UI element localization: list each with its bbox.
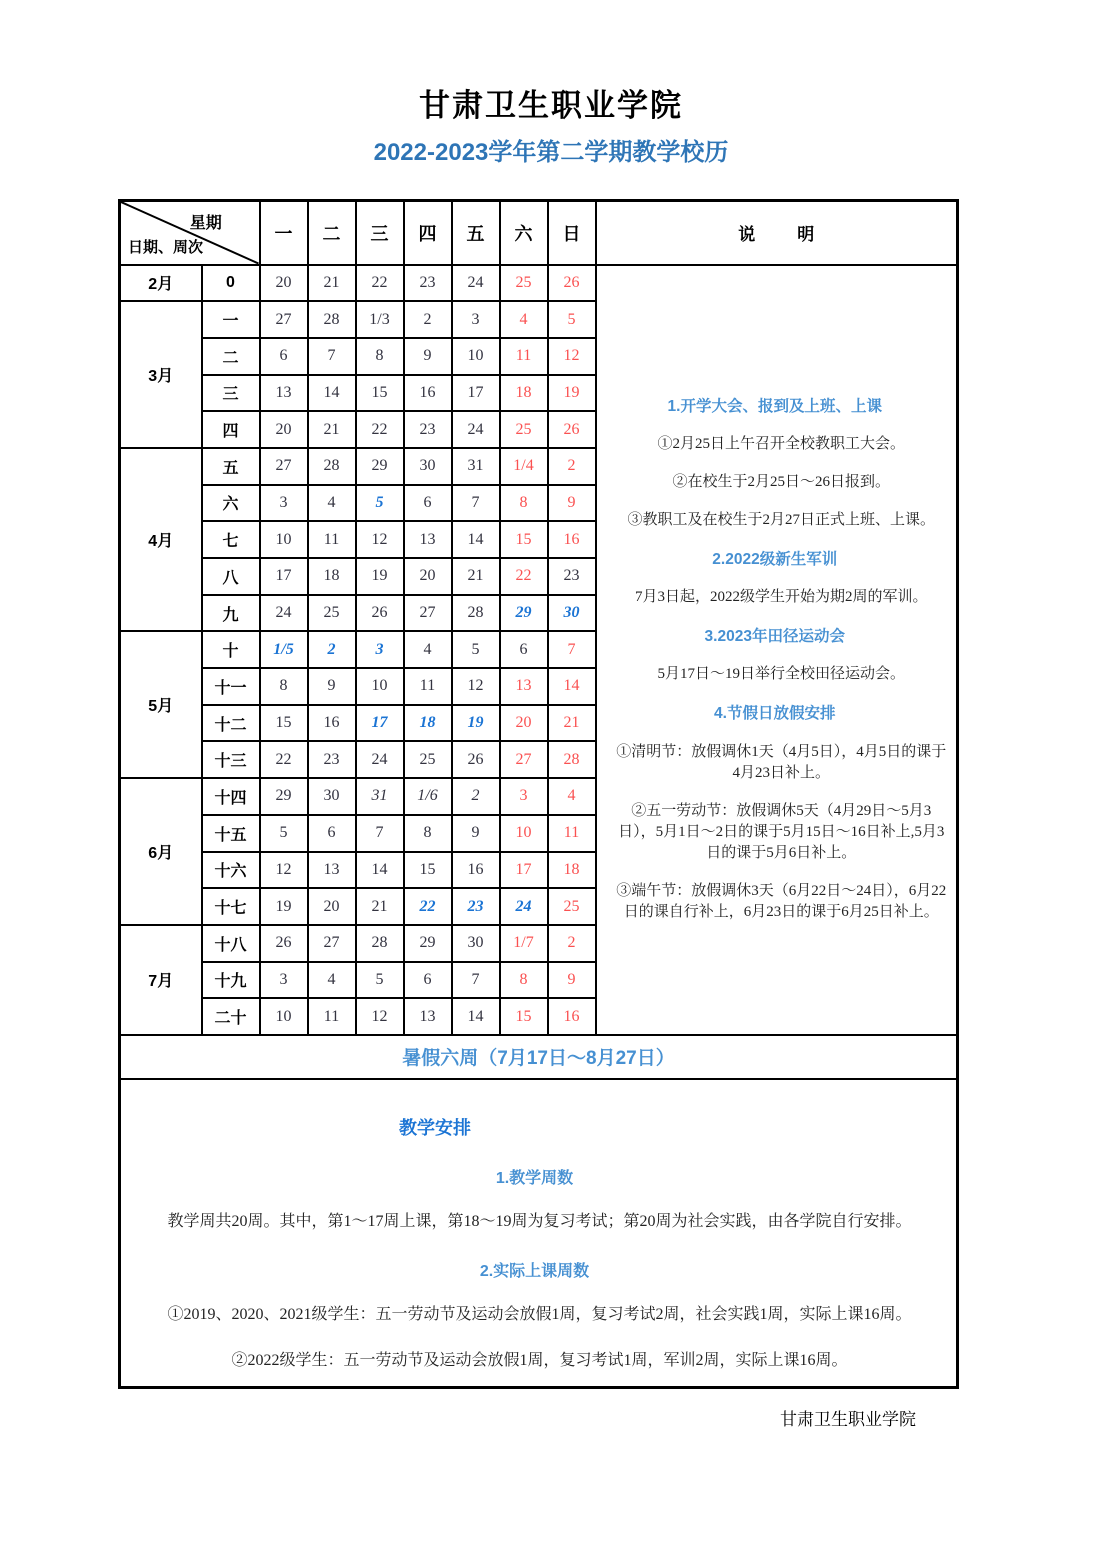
date-cell: 20 [260, 265, 308, 302]
date-cell: 20 [260, 411, 308, 448]
note-item: ③教职工及在校生于2月27日正式上班、上课。 [627, 512, 935, 529]
date-cell: 29 [404, 925, 452, 962]
date-cell: 17 [500, 852, 548, 889]
date-cell: 28 [308, 448, 356, 485]
date-cell: 13 [404, 998, 452, 1035]
date-cell: 5 [260, 815, 308, 852]
day-header-sun: 日 [548, 201, 596, 265]
date-cell: 15 [500, 998, 548, 1035]
date-cell: 20 [308, 888, 356, 925]
day-header-mon: 一 [260, 201, 308, 265]
date-cell: 27 [500, 741, 548, 778]
date-cell: 25 [404, 741, 452, 778]
date-cell: 2 [548, 448, 596, 485]
date-cell: 27 [308, 925, 356, 962]
date-cell: 19 [548, 375, 596, 412]
notes-header [596, 201, 958, 265]
date-cell: 8 [500, 485, 548, 522]
date-cell: 9 [452, 815, 500, 852]
date-cell: 13 [260, 375, 308, 412]
note-heading: 3.2023年田径运动会 [704, 628, 845, 646]
date-cell: 14 [548, 668, 596, 705]
date-cell: 12 [356, 998, 404, 1035]
note-item: ③端午节：放假调休3天（6月22日～24日），6月22日的课自行补上，6月23日的课于6月25日补上。 [616, 882, 947, 920]
calendar-row [120, 265, 958, 302]
date-cell: 6 [260, 338, 308, 375]
date-cell: 8 [404, 815, 452, 852]
date-cell: 18 [404, 705, 452, 742]
week-number-cell: 五 [202, 448, 260, 485]
week-number-cell: 二 [202, 338, 260, 375]
week-number-cell: 一 [202, 301, 260, 338]
date-cell: 22 [356, 265, 404, 302]
date-cell: 17 [452, 375, 500, 412]
date-cell: 3 [452, 301, 500, 338]
date-cell: 25 [308, 595, 356, 632]
date-cell: 14 [452, 521, 500, 558]
date-cell: 30 [308, 778, 356, 815]
date-cell: 4 [548, 778, 596, 815]
note-item: ①2月25日上午召开全校教职工大会。 [657, 436, 905, 453]
date-cell: 7 [308, 338, 356, 375]
date-cell: 8 [356, 338, 404, 375]
date-cell: 16 [548, 998, 596, 1035]
date-cell: 7 [548, 631, 596, 668]
note-item: 7月3日起，2022级学生开始为期2周的军训。 [634, 589, 928, 606]
date-cell: 21 [308, 411, 356, 448]
date-cell: 4 [308, 962, 356, 999]
week-number-cell: 九 [202, 595, 260, 632]
note-item: ①清明节：放假调休1天（4月5日），4月5日的课于4月23日补上。 [616, 743, 947, 781]
date-cell: 9 [404, 338, 452, 375]
corner-cell [120, 201, 260, 265]
date-cell: 10 [260, 521, 308, 558]
note-item: ②在校生于2月25日～26日报到。 [672, 474, 890, 491]
teaching-title: 教学安排 [399, 1118, 471, 1139]
corner-label-weekday: 星期 [189, 215, 222, 232]
week-number-cell: 十九 [202, 962, 260, 999]
date-cell: 15 [500, 521, 548, 558]
date-cell: 21 [452, 558, 500, 595]
date-cell: 25 [500, 265, 548, 302]
date-cell: 18 [308, 558, 356, 595]
date-cell: 20 [500, 705, 548, 742]
teaching-item: 教学周共20周。其中，第1～17周上课，第18～19周为复习考试；第20周为社会实践，由各学院自行安排。 [167, 1213, 912, 1231]
footer-signature: 甘肃卫生职业学院 [780, 1410, 916, 1430]
date-cell: 5 [356, 962, 404, 999]
date-cell: 13 [404, 521, 452, 558]
teaching-sections [123, 1165, 946, 1372]
date-cell: 10 [260, 998, 308, 1035]
teaching-box [120, 1079, 958, 1388]
week-number-cell: 七 [202, 521, 260, 558]
page-subtitle: 2022-2023学年第二学期教学校历 [373, 139, 729, 166]
date-cell: 18 [500, 375, 548, 412]
date-cell: 5 [356, 485, 404, 522]
date-cell: 16 [548, 521, 596, 558]
date-cell: 25 [500, 411, 548, 448]
day-header-wed: 三 [356, 201, 404, 265]
week-number-cell: 六 [202, 485, 260, 522]
week-number-cell: 十七 [202, 888, 260, 925]
date-cell: 5 [452, 631, 500, 668]
date-cell: 15 [356, 375, 404, 412]
date-cell: 21 [308, 265, 356, 302]
date-cell: 14 [308, 375, 356, 412]
date-cell: 12 [356, 521, 404, 558]
date-cell: 6 [404, 962, 452, 999]
week-number-cell: 十三 [202, 741, 260, 778]
date-cell: 22 [356, 411, 404, 448]
date-cell: 9 [308, 668, 356, 705]
date-cell: 1/7 [500, 925, 548, 962]
week-number-cell: 十一 [202, 668, 260, 705]
date-cell: 11 [308, 998, 356, 1035]
date-cell: 8 [500, 962, 548, 999]
date-cell: 5 [548, 301, 596, 338]
week-number-cell: 三 [202, 375, 260, 412]
date-cell: 13 [308, 852, 356, 889]
date-cell: 11 [308, 521, 356, 558]
date-cell: 1/6 [404, 778, 452, 815]
notes-header-char1: 说 [738, 225, 756, 245]
week-number-cell: 八 [202, 558, 260, 595]
date-cell: 3 [260, 962, 308, 999]
date-cell: 14 [452, 998, 500, 1035]
date-cell: 25 [548, 888, 596, 925]
date-cell: 26 [548, 265, 596, 302]
date-cell: 10 [356, 668, 404, 705]
date-cell: 26 [452, 741, 500, 778]
page-title: 甘肃卫生职业学院 [419, 88, 683, 123]
date-cell: 23 [548, 558, 596, 595]
date-cell: 21 [356, 888, 404, 925]
date-cell: 31 [452, 448, 500, 485]
month-cell: 2月 [120, 265, 202, 302]
date-cell: 23 [452, 888, 500, 925]
month-cell: 7月 [120, 925, 202, 1035]
date-cell: 6 [404, 485, 452, 522]
date-cell: 1/4 [500, 448, 548, 485]
date-cell: 17 [260, 558, 308, 595]
date-cell: 7 [452, 962, 500, 999]
month-cell: 5月 [120, 631, 202, 778]
date-cell: 24 [356, 741, 404, 778]
date-cell: 4 [500, 301, 548, 338]
date-cell: 28 [356, 925, 404, 962]
date-cell: 3 [260, 485, 308, 522]
notes-header-char2: 明 [797, 225, 815, 245]
date-cell: 22 [500, 558, 548, 595]
date-cell: 11 [404, 668, 452, 705]
week-number-cell: 十二 [202, 705, 260, 742]
date-cell: 21 [548, 705, 596, 742]
date-cell: 12 [452, 668, 500, 705]
date-cell: 11 [548, 815, 596, 852]
date-cell: 19 [356, 558, 404, 595]
date-cell: 18 [548, 852, 596, 889]
date-cell: 10 [500, 815, 548, 852]
date-cell: 19 [452, 705, 500, 742]
date-cell: 30 [404, 448, 452, 485]
week-number-cell: 十六 [202, 852, 260, 889]
date-cell: 13 [500, 668, 548, 705]
date-cell: 2 [452, 778, 500, 815]
note-item: ②五一劳动节：放假调休5天（4月29日～5月3日），5月1日～2日的课于5月15日～16日补上,5月3日的课于5月6日补上。 [618, 802, 945, 861]
week-number-cell: 十五 [202, 815, 260, 852]
summer-vacation-row: 暑假六周（7月17日～8月27日） [120, 1035, 958, 1079]
week-number-cell: 二十 [202, 998, 260, 1035]
date-cell: 9 [548, 962, 596, 999]
date-cell: 8 [260, 668, 308, 705]
date-cell: 2 [548, 925, 596, 962]
date-cell: 12 [548, 338, 596, 375]
note-item: 5月17日～19日举行全校田径运动会。 [657, 666, 905, 683]
date-cell: 15 [260, 705, 308, 742]
week-number-cell: 十 [202, 631, 260, 668]
date-cell: 27 [404, 595, 452, 632]
month-cell: 4月 [120, 448, 202, 631]
week-number-cell: 十四 [202, 778, 260, 815]
date-cell: 24 [500, 888, 548, 925]
date-cell: 19 [260, 888, 308, 925]
date-cell: 11 [500, 338, 548, 375]
teaching-item: ①2019、2020、2021级学生：五一劳动节及运动会放假1周，复习考试2周，社会实践1周，实际上课16周。 [167, 1306, 912, 1324]
month-cell: 6月 [120, 778, 202, 925]
date-cell: 4 [404, 631, 452, 668]
day-header-thu: 四 [404, 201, 452, 265]
date-cell: 1/3 [356, 301, 404, 338]
date-cell: 23 [404, 265, 452, 302]
date-cell: 15 [404, 852, 452, 889]
date-cell: 6 [308, 815, 356, 852]
date-cell: 4 [308, 485, 356, 522]
date-cell: 7 [356, 815, 404, 852]
date-cell: 14 [356, 852, 404, 889]
date-cell: 29 [260, 778, 308, 815]
date-cell: 28 [452, 595, 500, 632]
date-cell: 3 [500, 778, 548, 815]
date-cell: 28 [308, 301, 356, 338]
day-header-fri: 五 [452, 201, 500, 265]
date-cell: 23 [308, 741, 356, 778]
date-cell: 2 [308, 631, 356, 668]
date-cell: 28 [548, 741, 596, 778]
date-cell: 24 [452, 265, 500, 302]
date-cell: 16 [308, 705, 356, 742]
date-cell: 2 [404, 301, 452, 338]
date-cell: 31 [356, 778, 404, 815]
note-heading: 1.开学大会、报到及上班、上课 [667, 397, 882, 415]
date-cell: 24 [452, 411, 500, 448]
month-cell: 3月 [120, 301, 202, 448]
corner-label-date: 日期、周次 [128, 238, 204, 256]
date-cell: 27 [260, 448, 308, 485]
date-cell: 26 [260, 925, 308, 962]
teaching-heading: 2.实际上课周数 [479, 1263, 590, 1281]
date-cell: 16 [404, 375, 452, 412]
date-cell: 26 [548, 411, 596, 448]
date-cell: 16 [452, 852, 500, 889]
teaching-heading: 1.教学周数 [495, 1170, 574, 1188]
date-cell: 22 [404, 888, 452, 925]
date-cell: 17 [356, 705, 404, 742]
week-number-cell: 十八 [202, 925, 260, 962]
date-cell: 26 [356, 595, 404, 632]
note-heading: 2.2022级新生军训 [712, 551, 838, 569]
date-cell: 22 [260, 741, 308, 778]
calendar-extra [120, 1035, 958, 1388]
date-cell: 9 [548, 485, 596, 522]
date-cell: 3 [356, 631, 404, 668]
date-cell: 10 [452, 338, 500, 375]
calendar-table [118, 199, 959, 1389]
date-cell: 20 [404, 558, 452, 595]
date-cell: 24 [260, 595, 308, 632]
day-header-sat: 六 [500, 201, 548, 265]
notes-cell [596, 265, 958, 1035]
date-cell: 12 [260, 852, 308, 889]
note-heading: 4.节假日放假安排 [714, 705, 836, 723]
date-cell: 30 [452, 925, 500, 962]
day-header-tue: 二 [308, 201, 356, 265]
calendar-body [120, 265, 958, 1035]
week-number-cell: 0 [202, 265, 260, 302]
date-cell: 29 [356, 448, 404, 485]
week-number-cell: 四 [202, 411, 260, 448]
date-cell: 1/5 [260, 631, 308, 668]
teaching-item: ②2022级学生：五一劳动节及运动会放假1周，复习考试1周，军训2周，实际上课16周。 [231, 1351, 848, 1369]
date-cell: 23 [404, 411, 452, 448]
date-cell: 30 [548, 595, 596, 632]
date-cell: 6 [500, 631, 548, 668]
date-cell: 7 [452, 485, 500, 522]
date-cell: 27 [260, 301, 308, 338]
date-cell: 29 [500, 595, 548, 632]
